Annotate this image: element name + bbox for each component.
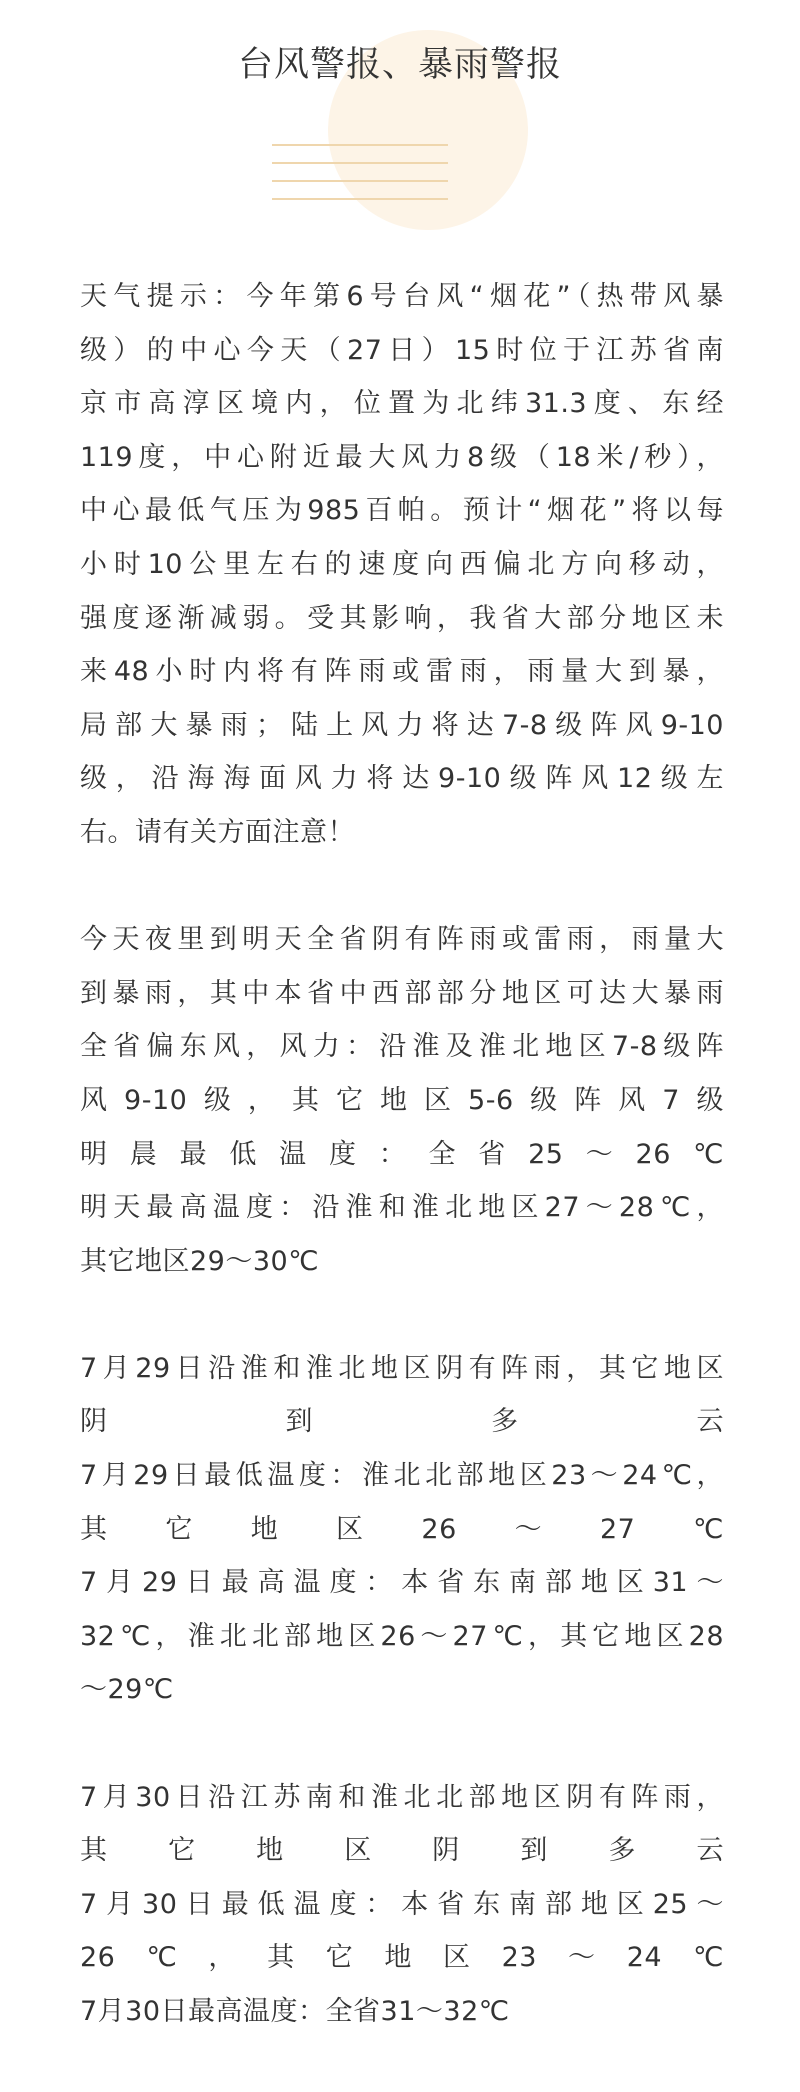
text-line: 全省偏东风，风力：沿淮及淮北地区7-8级阵 — [80, 1031, 724, 1063]
text-line: 中心最低气压为985百帕。预计“烟花”将以每 — [80, 495, 724, 527]
text-line: 级，沿海海面风力将达9-10级阵风12级左 — [80, 763, 724, 795]
text-line: 级）的中心今天（27日）15时位于江苏省南 — [80, 334, 724, 366]
paragraph — [80, 913, 724, 1288]
text-line: 来48小时内将有阵雨或雷雨，雨量大到暴， — [80, 656, 724, 688]
text-line: 阴到多云 — [80, 1406, 724, 1438]
decorative-line — [272, 162, 448, 164]
article-body — [80, 270, 724, 2039]
text-line: 风9-10级，其它地区5-6级阵风7级 — [80, 1084, 724, 1116]
text-line: 今天夜里到明天全省阴有阵雨或雷雨，雨量大 — [80, 924, 724, 956]
text-line: 右。请有关方面注意！ — [80, 816, 355, 848]
paragraph — [80, 1342, 724, 1717]
text-line: 26℃，其它地区23～24℃ — [80, 1942, 724, 1974]
text-line: 其它地区29～30℃ — [80, 1245, 320, 1277]
text-line: ～29℃ — [80, 1674, 174, 1706]
text-line: 天气提示：今年第6号台风“烟花”（热带风暴 — [80, 281, 724, 312]
header — [0, 0, 800, 260]
text-line: 7月30日最高温度：全省31～32℃ — [80, 1996, 510, 2027]
text-line: 7月29日沿淮和淮北地区阴有阵雨，其它地区 — [80, 1352, 724, 1384]
text-line: 7月29日最低温度：淮北北部地区23～24℃， — [80, 1460, 724, 1492]
page-title: 台风警报、暴雨警报 — [237, 45, 562, 85]
text-line: 7月30日沿江苏南和淮北北部地区阴有阵雨， — [80, 1781, 724, 1813]
text-line: 到暴雨，其中本省中西部部分地区可达大暴雨 — [80, 977, 724, 1009]
text-line: 其它地区阴到多云 — [80, 1835, 724, 1867]
text-line: 119度，中心附近最大风力8级（18米/秒）， — [80, 441, 724, 473]
text-line: 7月30日最低温度：本省东南部地区25～ — [80, 1888, 724, 1920]
text-line: 京市高淳区境内，位置为北纬31.3度、东经 — [80, 388, 724, 420]
text-line: 强度逐渐减弱。受其影响，我省大部分地区未 — [80, 602, 724, 634]
text-line: 局部大暴雨；陆上风力将达7-8级阵风9-10 — [80, 709, 724, 741]
text-line: 明天最高温度：沿淮和淮北地区27～28℃， — [80, 1192, 724, 1224]
decorative-line — [272, 198, 448, 200]
decorative-line — [272, 180, 448, 182]
decorative-line — [272, 144, 448, 146]
text-line: 7月29日最高温度：本省东南部地区31～ — [80, 1567, 724, 1599]
paragraph — [80, 270, 724, 860]
text-line: 小时10公里左右的速度向西偏北方向移动， — [80, 548, 724, 580]
text-line: 32℃，淮北北部地区26～27℃，其它地区28 — [80, 1620, 724, 1652]
paragraph — [80, 1771, 724, 2039]
text-line: 其它地区26～27℃ — [80, 1513, 724, 1545]
text-line: 明晨最低温度：全省25～26℃ — [80, 1138, 724, 1170]
